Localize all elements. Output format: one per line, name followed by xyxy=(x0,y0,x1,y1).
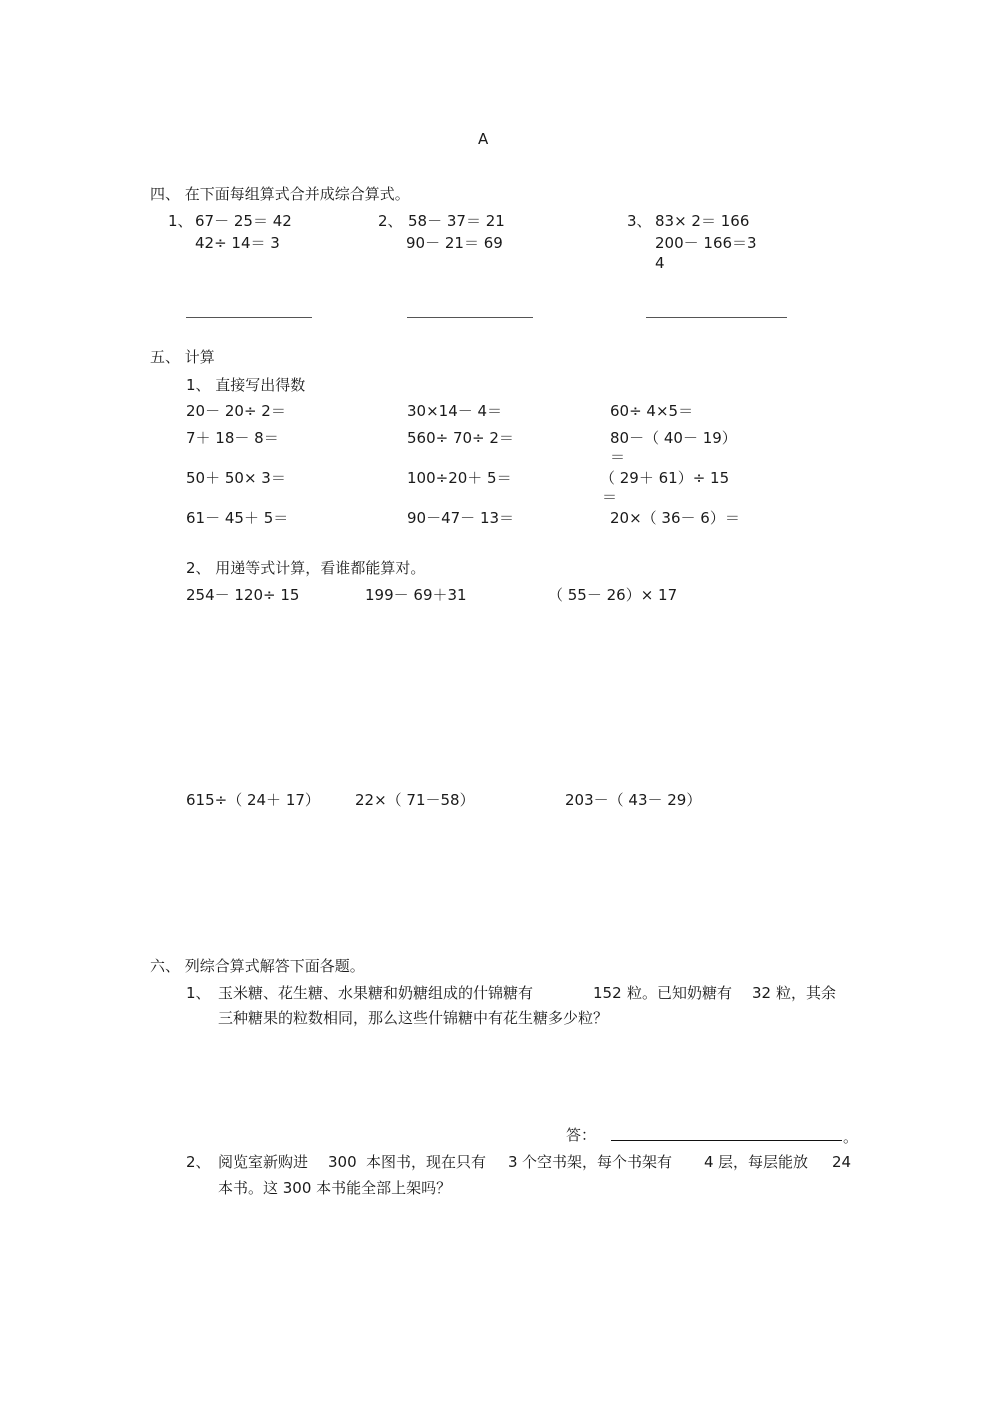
calc-problem: 22×（ 71－58） xyxy=(355,791,475,809)
question-1-text: 粒。已知奶糖有 xyxy=(627,984,733,1002)
problem-equals: ＝ xyxy=(602,488,618,506)
page-mark: A xyxy=(478,130,489,148)
answer-period: 。 xyxy=(843,1128,859,1146)
calc-problem: （ 55－ 26）× 17 xyxy=(548,586,678,604)
group-3-line-3: 4 xyxy=(655,254,665,272)
problem: （ 29＋ 61）÷ 15 xyxy=(600,469,730,487)
problem: 60÷ 4×5＝ xyxy=(610,402,694,420)
problem: 30×14－ 4＝ xyxy=(407,402,503,420)
section-6-title: 六、 列综合算式解答下面各题。 xyxy=(150,957,365,975)
problem: 50＋ 50× 3＝ xyxy=(186,469,286,487)
question-2-text: 层，每层能放 xyxy=(718,1153,809,1171)
problem: 20×（ 36－ 6）＝ xyxy=(610,509,740,527)
question-2-number: 2、 xyxy=(186,1153,211,1171)
answer-label: 答： xyxy=(566,1126,597,1144)
question-2-value: 4 xyxy=(704,1153,714,1171)
answer-line[interactable] xyxy=(611,1140,842,1141)
problem: 100÷20＋ 5＝ xyxy=(407,469,512,487)
question-2-value: 3 xyxy=(508,1153,518,1171)
answer-line-2[interactable] xyxy=(407,317,533,318)
calc-problem: 203－（ 43－ 29） xyxy=(565,791,702,809)
problem: 80－（ 40－ 19） xyxy=(610,429,737,447)
problem-equals: ＝ xyxy=(610,448,626,466)
group-2-line-2: 90－ 21＝ 69 xyxy=(406,234,503,252)
question-2-text: 阅览室新购进 xyxy=(218,1153,309,1171)
question-2-text: 本书。这 300 本书能全部上架吗？ xyxy=(218,1179,452,1197)
question-1-value: 152 xyxy=(593,984,622,1002)
group-3-line-2: 200－ 166＝3 xyxy=(655,234,757,252)
group-1-number: 1、 xyxy=(168,212,193,230)
answer-line-1[interactable] xyxy=(186,317,312,318)
group-1-line-1: 67－ 25＝ 42 xyxy=(195,212,292,230)
subsection-2-title: 2、 用递等式计算，看谁都能算对。 xyxy=(186,559,426,577)
question-1-number: 1、 xyxy=(186,984,211,1002)
problem: 61－ 45＋ 5＝ xyxy=(186,509,289,527)
calc-problem: 254－ 120÷ 15 xyxy=(186,586,300,604)
question-1-value: 32 xyxy=(752,984,772,1002)
question-1-text: 三种糖果的粒数相同，那么这些什锦糖中有花生糖多少粒？ xyxy=(218,1009,609,1027)
group-3-line-1: 83× 2＝ 166 xyxy=(655,212,750,230)
problem: 90－47－ 13＝ xyxy=(407,509,515,527)
calc-problem: 615÷（ 24＋ 17） xyxy=(186,791,320,809)
question-2-value: 24 xyxy=(832,1153,852,1171)
calc-problem: 199－ 69＋31 xyxy=(365,586,467,604)
question-2-text: 个空书架，每个书架有 xyxy=(522,1153,673,1171)
group-2-number: 2、 xyxy=(378,212,403,230)
problem: 20－ 20÷ 2＝ xyxy=(186,402,286,420)
section-5-title: 五、 计算 xyxy=(150,348,215,366)
problem: 560÷ 70÷ 2＝ xyxy=(407,429,514,447)
group-3-number: 3、 xyxy=(627,212,652,230)
section-4-title: 四、 在下面每组算式合并成综合算式。 xyxy=(150,185,410,203)
group-2-line-1: 58－ 37＝ 21 xyxy=(408,212,505,230)
question-2-text: 本图书，现在只有 xyxy=(366,1153,487,1171)
question-1-text: 玉米糖、花生糖、水果糖和奶糖组成的什锦糖有 xyxy=(218,984,534,1002)
subsection-1-title: 1、 直接写出得数 xyxy=(186,376,306,394)
answer-line-3[interactable] xyxy=(646,317,787,318)
group-1-line-2: 42÷ 14＝ 3 xyxy=(195,234,280,252)
question-1-text: 粒，其余 xyxy=(776,984,837,1002)
problem: 7＋ 18－ 8＝ xyxy=(186,429,279,447)
question-2-value: 300 xyxy=(328,1153,357,1171)
